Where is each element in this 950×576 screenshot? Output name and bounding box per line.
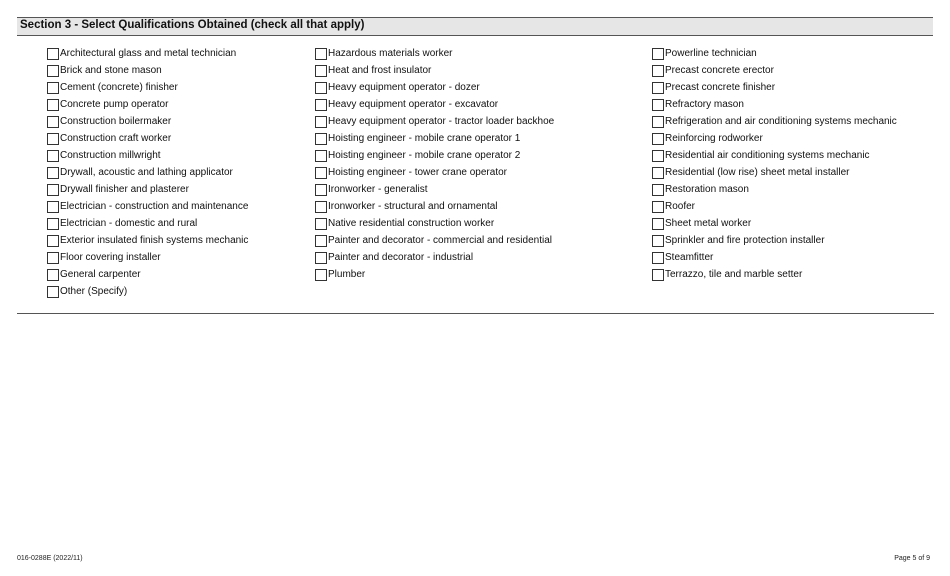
qualification-label: Electrician - domestic and rural — [60, 217, 198, 229]
qualification-item[interactable] — [47, 130, 248, 147]
qualification-checkbox[interactable] — [315, 235, 327, 247]
qualifications-column-3 — [652, 45, 897, 283]
qualification-label: Exterior insulated finish systems mechanic — [60, 234, 249, 246]
qualification-checkbox[interactable] — [47, 201, 59, 213]
qualification-label: Electrician - construction and maintenance — [60, 200, 249, 212]
qualification-checkbox[interactable] — [47, 99, 59, 111]
qualification-label: Steamfitter — [665, 251, 714, 263]
qualification-label: Hazardous materials worker — [328, 47, 453, 59]
qualification-checkbox[interactable] — [652, 184, 664, 196]
qualification-item[interactable] — [652, 232, 897, 249]
qualification-item[interactable] — [652, 113, 897, 130]
section-title: Section 3 - Select Qualifications Obtained (check all that apply) — [20, 19, 365, 31]
qualification-label: Cement (concrete) finisher — [60, 81, 178, 93]
qualification-item[interactable] — [315, 113, 554, 130]
qualification-checkbox[interactable] — [652, 65, 664, 77]
qualification-checkbox[interactable] — [47, 218, 59, 230]
qualification-label: Plumber — [328, 268, 366, 280]
qualification-label: Hoisting engineer - mobile crane operator 2 — [328, 149, 521, 161]
qualification-item[interactable] — [652, 249, 897, 266]
qualification-label: Refractory mason — [665, 98, 744, 110]
qualification-label: General carpenter — [60, 268, 141, 280]
qualification-checkbox[interactable] — [652, 116, 664, 128]
qualification-checkbox[interactable] — [652, 201, 664, 213]
qualification-label: Terrazzo, tile and marble setter — [665, 268, 803, 280]
qualification-item[interactable] — [47, 96, 248, 113]
qualification-checkbox[interactable] — [315, 184, 327, 196]
qualification-checkbox[interactable] — [315, 218, 327, 230]
qualification-label: Architectural glass and metal technician — [60, 47, 237, 59]
qualification-item[interactable] — [315, 79, 554, 96]
qualification-checkbox[interactable] — [315, 48, 327, 60]
qualification-item[interactable] — [47, 215, 248, 232]
qualification-item[interactable] — [47, 79, 248, 96]
qualification-item[interactable] — [47, 164, 248, 181]
qualification-checkbox[interactable] — [47, 167, 59, 179]
qualification-item[interactable] — [315, 198, 554, 215]
qualification-checkbox[interactable] — [315, 252, 327, 264]
qualification-checkbox[interactable] — [47, 65, 59, 77]
qualification-label: Powerline technician — [665, 47, 757, 59]
qualification-label: Refrigeration and air conditioning systems mechanic — [665, 115, 897, 127]
qualification-checkbox[interactable] — [652, 235, 664, 247]
qualification-checkbox[interactable] — [47, 235, 59, 247]
qualification-checkbox[interactable] — [47, 252, 59, 264]
qualification-item[interactable] — [652, 215, 897, 232]
qualification-label: Native residential construction worker — [328, 217, 495, 229]
qualification-checkbox[interactable] — [652, 252, 664, 264]
qualification-checkbox[interactable] — [315, 269, 327, 281]
qualification-checkbox[interactable] — [47, 133, 59, 145]
qualification-label: Ironworker - structural and ornamental — [328, 200, 498, 212]
qualification-item[interactable] — [652, 181, 897, 198]
qualification-item[interactable] — [652, 62, 897, 79]
qualification-item[interactable] — [47, 283, 248, 300]
qualification-item[interactable] — [315, 249, 554, 266]
qualification-checkbox[interactable] — [315, 65, 327, 77]
qualification-item[interactable] — [47, 45, 248, 62]
qualification-item[interactable] — [315, 215, 554, 232]
section-header — [17, 17, 933, 36]
qualification-item[interactable] — [47, 113, 248, 130]
qualification-checkbox[interactable] — [315, 201, 327, 213]
qualification-label: Heavy equipment operator - excavator — [328, 98, 499, 110]
qualification-label: Drywall finisher and plasterer — [60, 183, 189, 195]
qualification-checkbox[interactable] — [652, 167, 664, 179]
qualification-checkbox[interactable] — [652, 218, 664, 230]
qualification-item[interactable] — [652, 198, 897, 215]
qualification-label: Roofer — [665, 200, 696, 212]
qualification-item[interactable] — [652, 45, 897, 62]
qualification-item[interactable] — [315, 45, 554, 62]
qualification-checkbox[interactable] — [652, 133, 664, 145]
qualification-checkbox[interactable] — [315, 167, 327, 179]
qualification-label: Sheet metal worker — [665, 217, 752, 229]
qualification-label: Brick and stone mason — [60, 64, 162, 76]
qualification-label: Residential (low rise) sheet metal installer — [665, 166, 850, 178]
qualification-checkbox[interactable] — [315, 82, 327, 94]
qualification-item[interactable] — [315, 147, 554, 164]
qualification-label: Painter and decorator - commercial and residential — [328, 234, 552, 246]
qualification-label: Ironworker - generalist — [328, 183, 428, 195]
qualification-label: Precast concrete erector — [665, 64, 774, 76]
qualification-checkbox[interactable] — [47, 286, 59, 298]
qualification-label: Restoration mason — [665, 183, 749, 195]
qualifications-column-2 — [315, 45, 554, 283]
qualification-checkbox[interactable] — [652, 82, 664, 94]
qualification-item[interactable] — [47, 266, 248, 283]
qualification-checkbox[interactable] — [47, 184, 59, 196]
qualification-label: Heavy equipment operator - dozer — [328, 81, 480, 93]
qualification-label: Sprinkler and fire protection installer — [665, 234, 825, 246]
qualification-item[interactable] — [47, 181, 248, 198]
qualification-item[interactable] — [47, 249, 248, 266]
section-bottom-rule — [17, 313, 934, 314]
qualification-item[interactable] — [652, 164, 897, 181]
form-code: 016-0288E (2022/11) — [17, 555, 83, 562]
qualification-label: Drywall, acoustic and lathing applicator — [60, 166, 233, 178]
qualification-checkbox[interactable] — [315, 133, 327, 145]
qualification-item[interactable] — [315, 62, 554, 79]
qualification-item[interactable] — [315, 96, 554, 113]
qualification-item[interactable] — [47, 198, 248, 215]
qualification-label: Concrete pump operator — [60, 98, 169, 110]
qualification-label: Heavy equipment operator - tractor loader backhoe — [328, 115, 555, 127]
qualification-item[interactable] — [315, 164, 554, 181]
qualification-item[interactable] — [315, 130, 554, 147]
qualification-label: Reinforcing rodworker — [665, 132, 763, 144]
qualification-checkbox[interactable] — [315, 150, 327, 162]
qualification-item[interactable] — [47, 62, 248, 79]
qualification-checkbox[interactable] — [315, 99, 327, 111]
qualification-checkbox[interactable] — [652, 48, 664, 60]
qualification-label: Other (Specify) — [60, 285, 128, 297]
qualification-item[interactable] — [47, 147, 248, 164]
qualification-item[interactable] — [315, 266, 554, 283]
qualification-checkbox[interactable] — [652, 269, 664, 281]
qualification-label: Residential air conditioning systems mechanic — [665, 149, 870, 161]
qualification-checkbox[interactable] — [47, 82, 59, 94]
qualification-item[interactable] — [47, 232, 248, 249]
qualification-checkbox[interactable] — [47, 269, 59, 281]
qualification-checkbox[interactable] — [652, 99, 664, 111]
qualification-checkbox[interactable] — [47, 48, 59, 60]
qualification-item[interactable] — [652, 96, 897, 113]
qualification-checkbox[interactable] — [652, 150, 664, 162]
qualification-label: Construction millwright — [60, 149, 161, 161]
qualification-label: Hoisting engineer - mobile crane operator 1 — [328, 132, 521, 144]
qualification-label: Floor covering installer — [60, 251, 161, 263]
qualification-checkbox[interactable] — [315, 116, 327, 128]
qualification-label: Hoisting engineer - tower crane operator — [328, 166, 507, 178]
qualification-label: Heat and frost insulator — [328, 64, 432, 76]
qualification-item[interactable] — [652, 147, 897, 164]
qualification-item[interactable] — [652, 130, 897, 147]
qualification-label: Painter and decorator - industrial — [328, 251, 474, 263]
qualification-item[interactable] — [315, 181, 554, 198]
qualification-checkbox[interactable] — [47, 116, 59, 128]
qualification-item[interactable] — [652, 79, 897, 96]
qualification-item[interactable] — [315, 232, 554, 249]
qualification-label: Construction boilermaker — [60, 115, 172, 127]
page-number: Page 5 of 9 — [894, 555, 930, 562]
qualification-item[interactable] — [652, 266, 897, 283]
qualification-label: Construction craft worker — [60, 132, 172, 144]
qualification-checkbox[interactable] — [47, 150, 59, 162]
qualification-label: Precast concrete finisher — [665, 81, 776, 93]
qualifications-column-1 — [47, 45, 248, 300]
